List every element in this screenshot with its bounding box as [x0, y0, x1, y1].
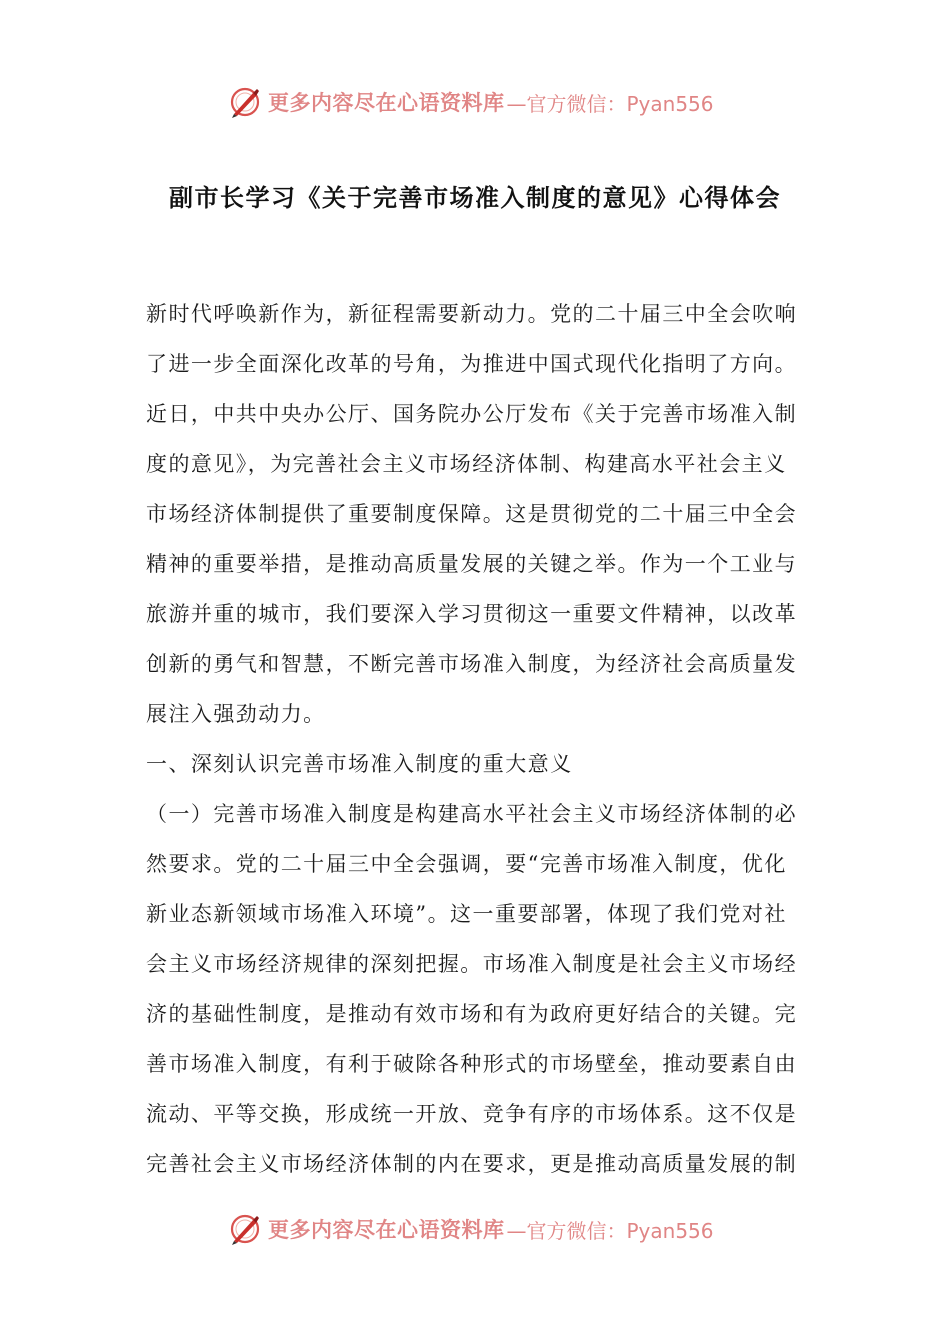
- footer-banner: [228, 1211, 714, 1247]
- body-line: 度的意见》，为完善社会主义市场经济体制、构建高水平社会主义: [146, 452, 787, 476]
- body-line: 会主义市场经济规律的深刻把握。市场准入制度是社会主义市场经: [146, 952, 798, 976]
- body-line: 近日，中共中央办公厅、国务院办公厅发布《关于完善市场准入制: [146, 402, 798, 426]
- body-line: 新时代呼唤新作为，新征程需要新动力。党的二十届三中全会吹响: [146, 302, 798, 326]
- body-line: 新业态新领域市场准入环境”。这一重要部署，体现了我们党对社: [146, 902, 787, 926]
- banner-wechat-text: —官方微信：Pyan556: [506, 91, 714, 116]
- body-line: 完善社会主义市场经济体制的内在要求，更是推动高质量发展的制: [146, 1152, 798, 1176]
- body-line: 善市场准入制度，有利于破除各种形式的市场壁垒，推动要素自由: [146, 1052, 798, 1076]
- body-line: 精神的重要举措，是推动高质量发展的关键之举。作为一个工业与: [146, 552, 798, 576]
- body-line: 然要求。党的二十届三中全会强调，要“完善市场准入制度，优化: [146, 852, 787, 876]
- section-heading: 一、深刻认识完善市场准入制度的重大意义: [146, 752, 573, 776]
- header-banner: [228, 84, 714, 120]
- body-line: 市场经济体制提供了重要制度保障。这是贯彻党的二十届三中全会: [146, 502, 798, 526]
- body-line: （一）完善市场准入制度是构建高水平社会主义市场经济体制的必: [146, 802, 798, 826]
- body-line: 了进一步全面深化改革的号角，为推进中国式现代化指明了方向。: [146, 352, 798, 376]
- pen-logo-icon: [228, 85, 262, 119]
- body-line: 济的基础性制度，是推动有效市场和有为政府更好结合的关键。完: [146, 1002, 798, 1026]
- body-line: 展注入强劲动力。: [146, 702, 326, 726]
- body-line: 流动、平等交换，形成统一开放、竞争有序的市场体系。这不仅是: [146, 1102, 798, 1126]
- banner-brand-text: 更多内容尽在心语资料库: [268, 1217, 505, 1242]
- banner-brand-text: 更多内容尽在心语资料库: [268, 90, 505, 115]
- body-line: 创新的勇气和智慧，不断完善市场准入制度，为经济社会高质量发: [146, 652, 798, 676]
- pen-logo-icon: [228, 1212, 262, 1246]
- banner-wechat-text: —官方微信：Pyan556: [506, 1218, 714, 1243]
- body-line: 旅游并重的城市，我们要深入学习贯彻这一重要文件精神，以改革: [146, 602, 798, 626]
- document-title: 副市长学习《关于完善市场准入制度的意见》心得体会: [169, 184, 781, 212]
- document-body: [146, 294, 806, 1194]
